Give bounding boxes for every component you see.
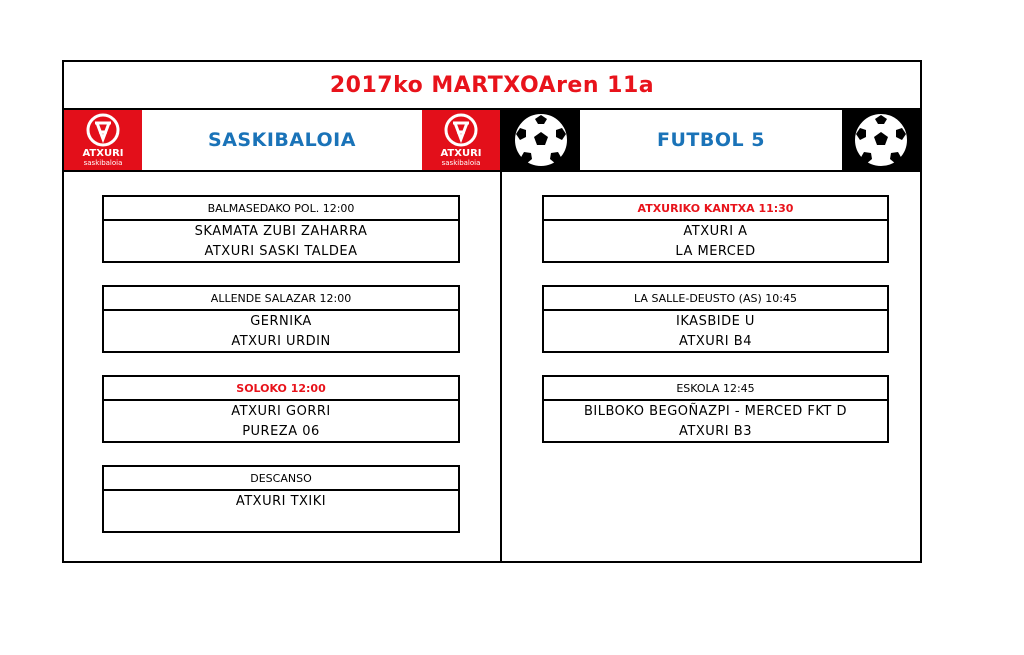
atxuri-logo-left (64, 110, 142, 170)
football-match-1 (542, 195, 889, 263)
home-team: ATXURI A (683, 223, 748, 239)
away-team (104, 511, 458, 531)
home-team: IKASBIDE U (676, 313, 755, 329)
match-venue: BALMASEDAKO POL. 12:00 (104, 197, 458, 221)
soccer-ball-icon (848, 112, 914, 168)
logo-sub-text: saskibaloia (441, 159, 481, 167)
soccer-ball-right (842, 110, 920, 170)
page-title: 2017ko MARTXOAren 11a (329, 72, 655, 98)
away-team: LA MERCED (675, 243, 756, 259)
match-venue: LA SALLE-DEUSTO (AS) 10:45 (544, 287, 887, 311)
home-team: SKAMATA ZUBI ZAHARRA (194, 223, 368, 239)
home-team: ATXURI TXIKI (235, 493, 327, 509)
away-team: ATXURI URDIN (231, 333, 331, 349)
atxuri-logo-right (422, 110, 500, 170)
schedule-sheet (62, 60, 922, 563)
basketball-match-3 (102, 375, 460, 443)
column-divider (500, 108, 502, 563)
away-team: ATXURI B3 (679, 423, 752, 439)
section-title-basketball: SASKIBALOIA (208, 129, 356, 151)
football-match-2 (542, 285, 889, 353)
atxuri-logo-icon (83, 113, 123, 147)
section-title-football: FUTBOL 5 (657, 129, 765, 151)
logo-brand-text: ATXURI (440, 148, 482, 159)
match-venue: SOLOKO 12:00 (104, 377, 458, 401)
atxuri-logo-icon (441, 113, 481, 147)
section-header-bar (64, 108, 920, 172)
match-venue: ESKOLA 12:45 (544, 377, 887, 401)
match-venue: ATXURIKO KANTXA 11:30 (544, 197, 887, 221)
home-team: ATXURI GORRI (231, 403, 331, 419)
basketball-match-2 (102, 285, 460, 353)
home-team: GERNIKA (250, 313, 312, 329)
home-team: BILBOKO BEGOÑAZPI - MERCED FKT D (583, 403, 847, 419)
football-match-3 (542, 375, 889, 443)
soccer-ball-icon (508, 112, 574, 168)
match-venue: DESCANSO (104, 467, 458, 491)
basketball-match-4 (102, 465, 460, 533)
away-team: ATXURI B4 (679, 333, 752, 349)
match-venue: ALLENDE SALAZAR 12:00 (104, 287, 458, 311)
soccer-ball-left (502, 110, 580, 170)
basketball-match-1 (102, 195, 460, 263)
logo-sub-text: saskibaloia (83, 159, 123, 167)
away-team: ATXURI SASKI TALDEA (204, 243, 358, 259)
logo-brand-text: ATXURI (82, 148, 124, 159)
away-team: PUREZA 06 (242, 423, 320, 439)
